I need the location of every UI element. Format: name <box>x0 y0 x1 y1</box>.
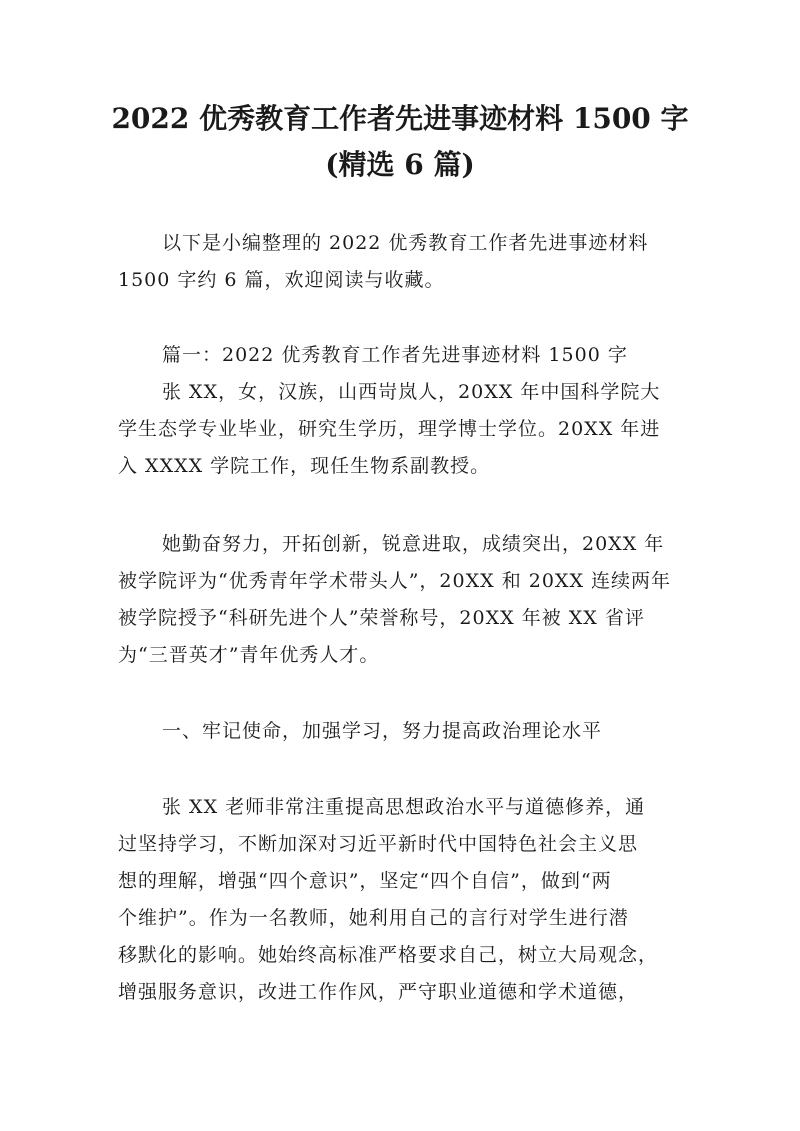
para3-line: 想的理解，增强“四个意识”，坚定“四个自信”，做到“两 <box>118 870 612 892</box>
para2-line: 她勤奋努力，开拓创新，锐意进取，成绩突出，20XX 年 <box>162 533 665 555</box>
document-title <box>90 96 710 188</box>
section-1-heading-block <box>118 713 684 750</box>
para2-line: 被学院评为“优秀青年学术带头人”，20XX 和 20XX 连续两年 <box>118 570 672 592</box>
intro-line: 以下是小编整理的 2022 优秀教育工作者先进事迹材料 <box>162 232 649 254</box>
section-1-heading: 一、牢记使命，加强学习，努力提高政治理论水平 <box>162 720 603 742</box>
chapter-heading: 篇一：2022 优秀教育工作者先进事迹材料 1500 字 <box>162 344 628 366</box>
intro-line: 1500 字约 6 篇，欢迎阅读与收藏。 <box>118 269 445 291</box>
para3-line: 过坚持学习，不断加深对习近平新时代中国特色社会主义思 <box>118 833 639 855</box>
para2-line: 被学院授予“科研先进个人”荣誉称号，20XX 年被 XX 省评 <box>118 607 645 629</box>
para3-line: 张 XX 老师非常注重提高思想政治水平与道德修养，通 <box>162 796 646 818</box>
chapter-block <box>118 337 684 485</box>
para1-line: 学生态学专业毕业，研究生学历，理学博士学位。20XX 年进 <box>118 418 661 440</box>
title-line-2: (精选 6 篇) <box>325 148 475 181</box>
para3-line: 增强服务意识，改进工作作风，严守职业道德和学术道德， <box>118 981 639 1003</box>
paragraph-2 <box>118 526 684 674</box>
para2-line: 为“三晋英才”青年优秀人才。 <box>118 644 380 666</box>
para1-line: 张 XX，女，汉族，山西岢岚人，20XX 年中国科学院大 <box>162 381 661 403</box>
intro-paragraph <box>118 225 684 299</box>
para3-line: 移默化的影响。她始终高标准严格要求自己，树立大局观念， <box>118 944 659 966</box>
title-line-1: 2022 优秀教育工作者先进事迹材料 1500 字 <box>111 102 689 135</box>
para1-line: 入 XXXX 学院工作，现任生物系副教授。 <box>118 455 491 477</box>
paragraph-3 <box>118 789 684 1011</box>
para3-line: 个维护”。作为一名教师，她利用自己的言行对学生进行潜 <box>118 907 629 929</box>
